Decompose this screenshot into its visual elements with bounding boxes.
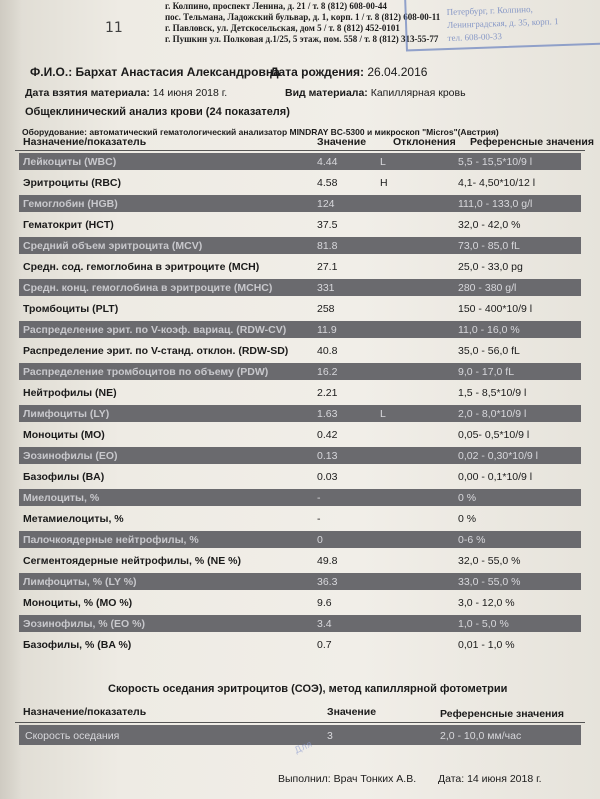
- row-reference: 3,0 - 12,0 %: [458, 597, 515, 609]
- row-reference: 0,05- 0,5*10/9 l: [458, 429, 530, 441]
- table-row: [15, 256, 585, 277]
- row-name: Распределение тромбоцитов по объему (PDW): [23, 366, 269, 378]
- row-name: Моноциты (MO): [23, 429, 105, 441]
- row-name: Гематокрит (HCT): [23, 219, 114, 231]
- row-reference: 25,0 - 33,0 pg: [458, 261, 523, 273]
- row-reference: 0,00 - 0,1*10/9 l: [458, 471, 533, 483]
- patient-name: Ф.И.О.: Бархат Анастасия Александровна: [30, 65, 280, 79]
- table-row: [15, 277, 585, 298]
- table-row: [15, 319, 585, 340]
- col-reference-header: Референсные значения: [470, 136, 594, 148]
- table-row: [15, 193, 585, 214]
- equipment-line: Оборудование: автоматический гематологический анализатор MINDRAY BC-5300 и микроскоп "Micros"(Австрия): [22, 127, 499, 137]
- row-value: -: [317, 513, 321, 525]
- row-value: 9.6: [317, 597, 332, 609]
- table-row: [15, 571, 585, 592]
- row-value: -: [317, 492, 321, 504]
- table-row: [15, 361, 585, 382]
- row-reference: 0 %: [458, 513, 477, 525]
- row-name: Распределение эрит. по V-коэф. вариац. (RDW-CV): [23, 324, 287, 336]
- performed-by: Выполнил: Врач Тонких А.В.: [278, 773, 417, 785]
- row-deviation: L: [380, 408, 386, 420]
- row-value: 36.3: [317, 576, 338, 588]
- esr-col-value: Значение: [327, 706, 377, 718]
- row-reference: 1,0 - 5,0 %: [458, 618, 509, 630]
- table-row: [15, 466, 585, 487]
- row-name: Лимфоциты, % (LY %): [23, 576, 137, 588]
- row-value: 0.42: [317, 429, 338, 441]
- row-value: 0: [317, 534, 323, 546]
- row-reference: 1,5 - 8,5*10/9 l: [458, 387, 527, 399]
- row-name: Сегментоядерные нейтрофилы, % (NE %): [23, 555, 241, 567]
- row-name: Гемоглобин (HGB): [23, 198, 118, 210]
- handwritten-mark: 11: [105, 20, 123, 36]
- row-value: 331: [317, 282, 335, 294]
- faded-stamp: Для: [293, 739, 314, 757]
- results-table: [15, 136, 594, 655]
- row-reference: 9,0 - 17,0 fL: [458, 366, 515, 378]
- row-value: 0.13: [317, 450, 338, 462]
- report-date: Дата: 14 июня 2018 г.: [438, 773, 542, 785]
- row-reference: 32,0 - 42,0 %: [458, 219, 521, 231]
- row-name: Тромбоциты (PLT): [23, 303, 119, 315]
- row-reference: 0,01 - 1,0 %: [458, 639, 515, 651]
- esr-col-name: Назначение/показатель: [23, 706, 147, 718]
- row-name: Распределение эрит. по V-станд. отклон. (RDW-SD): [23, 345, 289, 357]
- table-row: [15, 214, 585, 235]
- row-name: Лейкоциты (WBC): [23, 156, 117, 168]
- table-row: [15, 340, 585, 361]
- row-name: Базофилы, % (BA %): [23, 639, 132, 651]
- col-name-header: Назначение/показатель: [23, 136, 147, 148]
- row-reference: 0,02 - 0,30*10/9 l: [458, 450, 538, 462]
- table-row: [15, 235, 585, 256]
- row-reference: 5,5 - 15,5*10/9 l: [458, 156, 533, 168]
- row-name: Палочкоядерные нейтрофилы, %: [23, 534, 199, 546]
- row-value: 49.8: [317, 555, 338, 567]
- row-value: 27.1: [317, 261, 338, 273]
- clinic-address-1: г. Колпино, проспект Ленина, д. 21 / т. 8 (812) 608-00-44: [165, 1, 387, 11]
- esr-reference: 2,0 - 10,0 мм/час: [440, 730, 522, 742]
- row-name: Средн. конц. гемоглобина в эритроците (MCHC): [23, 282, 273, 294]
- row-name: Миелоциты, %: [23, 492, 100, 504]
- esr-value: 3: [327, 730, 333, 742]
- row-value: 1.63: [317, 408, 338, 420]
- row-reference: 33,0 - 55,0 %: [458, 576, 521, 588]
- row-value: 37.5: [317, 219, 338, 231]
- clinic-address-4: г. Пушкин ул. Полковая д.1/25, 5 этаж, пом. 558 / т. 8 (812) 313-55-77: [165, 34, 439, 44]
- row-reference: 73,0 - 85,0 fL: [458, 240, 520, 252]
- row-reference: 2,0 - 8,0*10/9 l: [458, 408, 527, 420]
- table-row: [15, 529, 585, 550]
- table-row: [15, 487, 585, 508]
- row-name: Базофилы (BA): [23, 471, 105, 483]
- table-row: [15, 634, 585, 655]
- results-rows: [15, 151, 585, 655]
- row-reference: 32,0 - 55,0 %: [458, 555, 521, 567]
- row-value: 0.7: [317, 639, 332, 651]
- row-name: Эозинофилы (EO): [23, 450, 118, 462]
- row-value: 0.03: [317, 471, 338, 483]
- row-name: Средний объем эритроцита (MCV): [23, 240, 203, 252]
- row-value: 4.44: [317, 156, 338, 168]
- sample-date: Дата взятия материала: 14 июня 2018 г.: [25, 87, 228, 99]
- table-row: [15, 592, 585, 613]
- row-name: Моноциты, % (MO %): [23, 597, 133, 609]
- row-name: Эритроциты (RBC): [23, 177, 121, 189]
- esr-title: Скорость оседания эритроцитов (СОЭ), метод капиллярной фотометрии: [108, 683, 508, 695]
- esr-table-header: [15, 702, 585, 723]
- row-reference: 280 - 380 g/l: [458, 282, 517, 294]
- table-row: [15, 151, 585, 172]
- row-name: Нейтрофилы (NE): [23, 387, 117, 399]
- row-reference: 0-6 %: [458, 534, 486, 546]
- table-row: [15, 298, 585, 319]
- row-reference: 4,1- 4,50*10/12 l: [458, 177, 536, 189]
- row-name: Метамиелоциты, %: [23, 513, 124, 525]
- row-value: 4.58: [317, 177, 338, 189]
- row-name: Эозинофилы, % (EO %): [23, 618, 145, 630]
- results-table-header: [15, 136, 594, 151]
- row-reference: 35,0 - 56,0 fL: [458, 345, 520, 357]
- esr-col-ref: Референсные значения: [440, 708, 564, 720]
- row-value: 81.8: [317, 240, 338, 252]
- row-reference: 11,0 - 16,0 %: [458, 324, 520, 336]
- clinic-address-2: пос. Тельмана, Ладожский бульвар, д. 1, корп. 1 / т. 8 (812) 608-00-11: [165, 12, 441, 22]
- row-reference: 111,0 - 133,0 g/l: [458, 198, 533, 210]
- row-value: 16.2: [317, 366, 338, 378]
- table-row: [15, 508, 585, 529]
- table-row: [15, 445, 585, 466]
- row-reference: 150 - 400*10/9 l: [458, 303, 533, 315]
- table-row: [15, 424, 585, 445]
- row-value: 11.9: [317, 324, 337, 336]
- table-row: [15, 613, 585, 634]
- row-value: 40.8: [317, 345, 338, 357]
- col-deviation-header: Отклонения: [393, 136, 456, 148]
- analysis-title: Общеклинический анализ крови (24 показателя): [25, 106, 290, 118]
- table-row: [15, 382, 585, 403]
- row-value: 258: [317, 303, 335, 315]
- patient-dob: Дата рождения: 26.04.2016: [270, 65, 428, 79]
- row-reference: 0 %: [458, 492, 477, 504]
- clinic-stamp: Петербург, г. Колпино, Ленинградская, д. 35, корп. 1 тел. 608-00-33: [404, 0, 600, 51]
- esr-name: Скорость оседания: [25, 730, 120, 742]
- table-row: [15, 550, 585, 571]
- row-deviation: L: [380, 156, 386, 168]
- row-name: Средн. сод. гемоглобина в эритроците (MCH): [23, 261, 260, 273]
- table-row: [15, 403, 585, 424]
- row-name: Лимфоциты (LY): [23, 408, 110, 420]
- row-value: 2.21: [317, 387, 338, 399]
- row-value: 124: [317, 198, 335, 210]
- clinic-address-3: г. Павловск, ул. Детскосельская, дом 5 / т. 8 (812) 452-0101: [165, 23, 400, 33]
- row-deviation: H: [380, 177, 388, 189]
- material-type: Вид материала: Капиллярная кровь: [285, 87, 466, 99]
- table-row: [15, 172, 585, 193]
- col-value-header: Значение: [317, 136, 367, 148]
- row-value: 3.4: [317, 618, 332, 630]
